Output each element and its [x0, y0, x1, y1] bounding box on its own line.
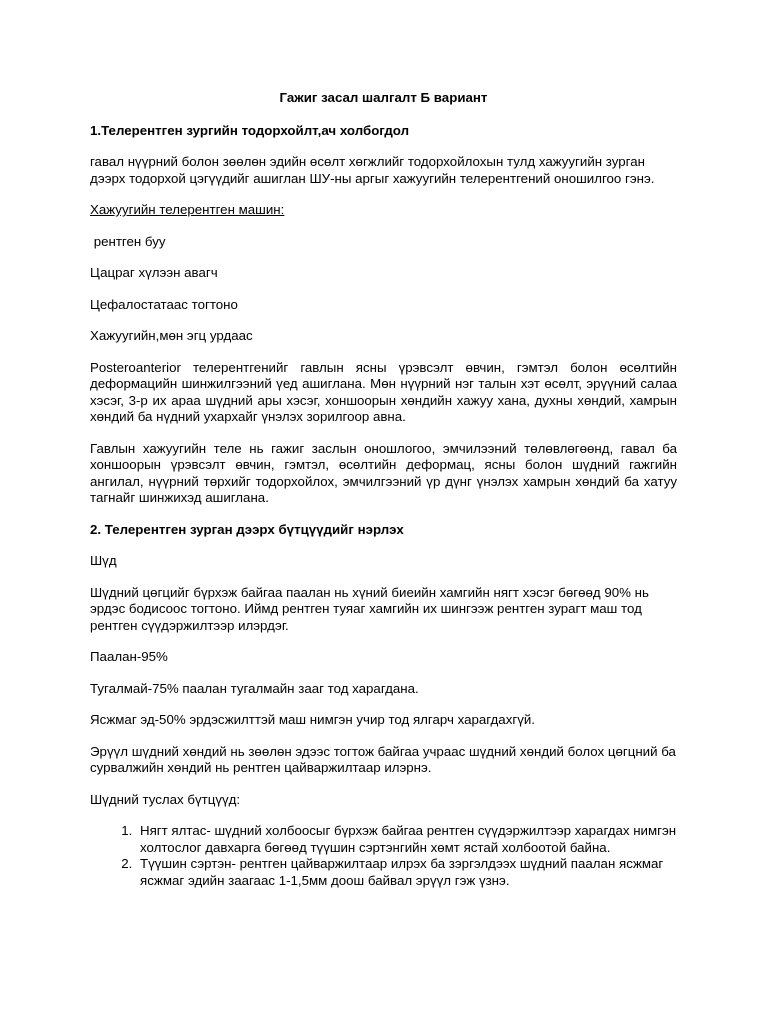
- list-item: 1. Нягт ялтас- шүдний холбоосыг бүрхэж байгаа рентген сүүдэржилтээр харагдах нимгэн холтослог давхарга бөгөөд түүшин сэртэнгийн хөмт ястай холбоотой байна.: [136, 823, 677, 856]
- machine-item-views: Хажуугийн,мөн эгц урдаас: [90, 328, 253, 343]
- machine-item-cephalostat: Цефалостатаас тогтоно: [90, 296, 238, 312]
- document-title: Гажиг засал шалгалт Б вариант: [279, 90, 488, 105]
- lateral-paragraph: Гавлын хажуугийн теле нь гажиг заслын оношлогоо, эмчилээний төлөвлөгөөнд, гавал ба хоншоорын үрэвсэлт өвчин, гэмтэл, өсөлтийн деформац, ясны болон шүдний гажгийн ангилал, нүүрний төрхийг тодорхойлох, эмчилгээний үр дүнг үнэлэх хамрын хөндий ба хатуу тагнайг шинжихэд ашиглана.: [90, 440, 677, 505]
- enamel-percentage: Паалан-95%: [90, 649, 168, 664]
- machine-item-receiver: Цацраг хүлээн авагч: [90, 265, 218, 280]
- machine-label: Хажуугийн телерентген машин:: [90, 202, 285, 217]
- document-page: [90, 90, 677, 889]
- pulp-paragraph: Эрүүл шүдний хөндий нь зөөлөн эдээс тогтож байгаа учраас шүдний хөндий болох цөгцний ба сурвалжийн хөндий нь рентген цайваржилтаар илэрнэ.: [90, 743, 676, 775]
- dentin-line: Тугалмай-75% паалан тугалмайн зааг тод харагдана.: [90, 680, 419, 696]
- posteroanterior-paragraph: Posteroanterior телерентгенийг гавлын ясны үрэвсэлт өвчин, гэмтэл болон өсөлтийн деформацийн шинжилгээний үед ашиглана. Мөн нүүрний нэг талын хэт өсөлт, эрүүний салаа хэсэг, 3-р их араа шүдний ары хэсэг, хоншоорын хөндийн хажуу хана, духны хөндий, хамрын хөндий ба нүдний ухархайг үнэлэх зорилгоор авна.: [90, 359, 677, 424]
- tooth-label: Шүд: [90, 553, 117, 568]
- support-structures-label: Шүдний туслах бүтцүүд:: [90, 791, 241, 807]
- machine-item-x-ray-gun: рентген буу: [90, 233, 166, 249]
- support-structures-list: [90, 823, 677, 889]
- cementum-line: Ясжмаг эд-50% эрдэсжилттэй маш нимгэн учир тод ялгарч харагдахгүй.: [90, 712, 535, 727]
- enamel-description: Шүдний цөгцийг бүрхэж байгаа паалан нь хүний биеийн хамгийн нягт хэсэг бөгөөд 90% нь эрдэс бодисоос тогтоно. Иймд рентген туяаг хамгийн их шингээж рентген зурагт маш тод рентген сүүдэржилтээр илэрдэг.: [90, 584, 649, 633]
- section-2-heading: 2. Телерентген зурган дээрх бүтцүүдийг нэрлэх: [90, 521, 404, 537]
- section-1-intro: гавал нүүрний болон зөөлөн эдийн өсөлт хөгжлийг тодорхойлохын тулд хажуугийн зурган дээрх тодорхой цэгүүдийг ашиглан ШУ-ны аргыг хажуугийн телерентгений оношилгоо гэнэ.: [90, 154, 655, 186]
- section-1-heading: 1.Телерентген зургийн тодорхойлт,ач холбогдол: [90, 122, 410, 138]
- list-item: 2. Түүшин сэртэн- рентген цайваржилтаар илрэх ба зэргэлдээх шүдний паалан ясжмаг ясжмаг эдийн заагаас 1-1,5мм доош байвал эрүүл гэж үзнэ.: [136, 856, 677, 889]
